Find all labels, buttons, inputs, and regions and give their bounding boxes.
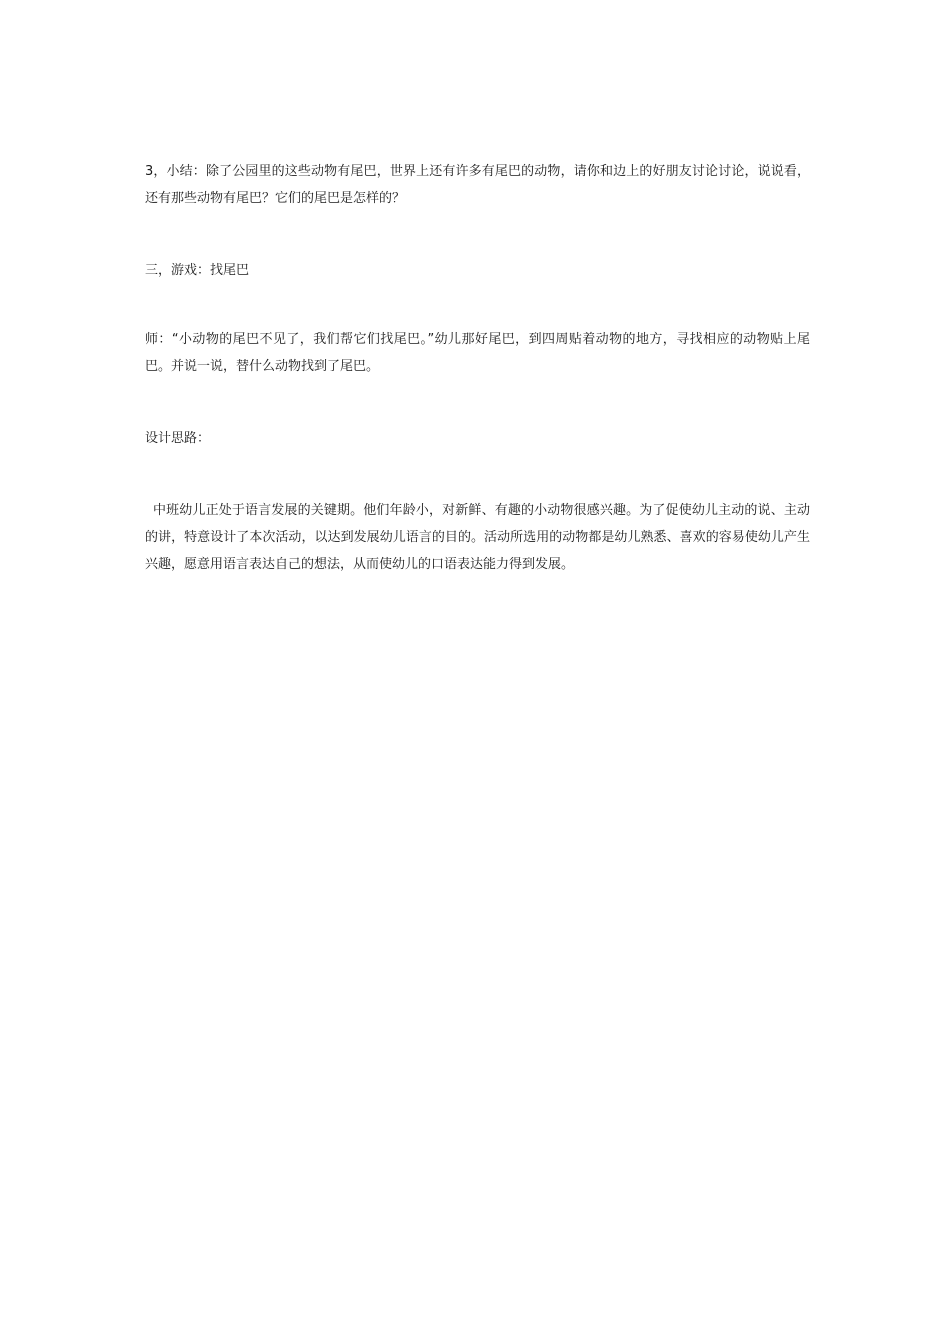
design-heading: 设计思路：: [145, 431, 211, 446]
design-body-paragraph: 中班幼儿正处于语言发展的关键期。他们年龄小，对新鲜、有趣的小动物很感兴趣。为了促使幼儿主动的说、主动的讲，特意设计了本次活动，以达到发展幼儿语言的目的。活动所选用的动物都是幼儿熟悉、喜欢的容易使幼儿产生兴趣，愿意用语言表达自己的想法，从而使幼儿的口语表达能力得到发展。: [145, 503, 810, 572]
game-heading: 三，游戏：找尾巴: [145, 263, 250, 278]
document-body: [145, 158, 810, 578]
summary-paragraph: 3，小结：除了公园里的这些动物有尾巴，世界上还有许多有尾巴的动物，请你和边上的好朋友讨论讨论，说说看，还有那些动物有尾巴？它们的尾巴是怎样的？: [145, 164, 810, 206]
teacher-instruction-paragraph: 师：“小动物的尾巴不见了，我们帮它们找尾巴。”幼儿那好尾巴，到四周贴着动物的地方，寻找相应的动物贴上尾巴。并说一说，替什么动物找到了尾巴。: [145, 332, 810, 374]
